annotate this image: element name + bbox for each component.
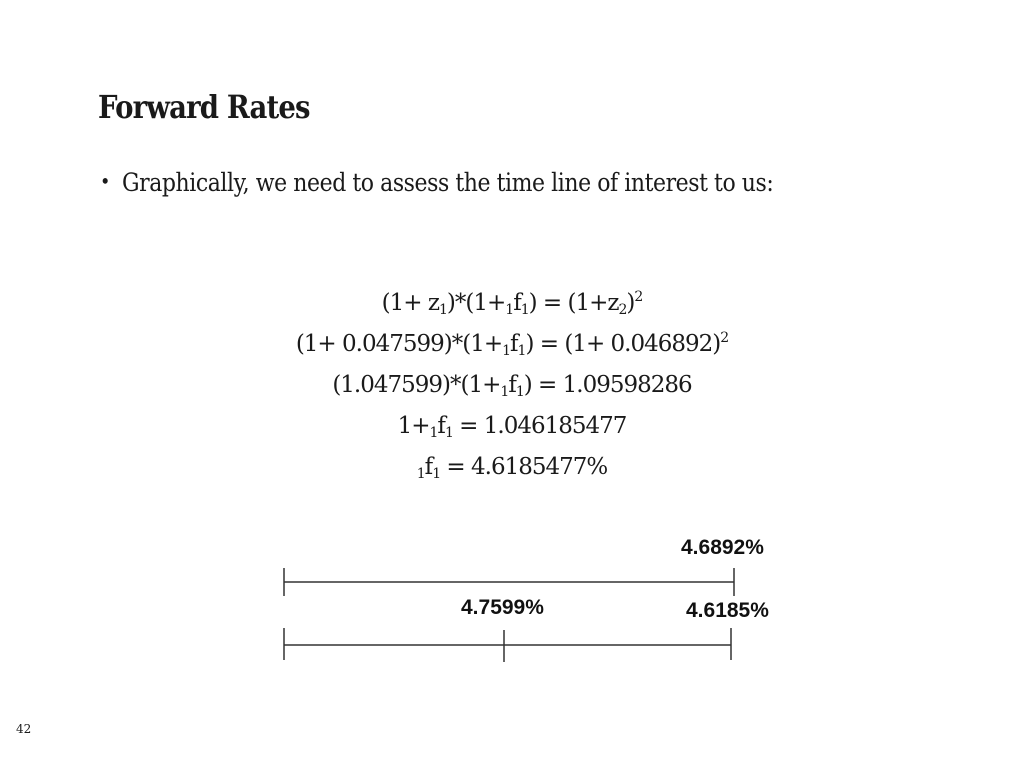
equation-text: f: [424, 454, 433, 480]
equation-subscript: 1: [432, 466, 441, 482]
equation-subscript: 1: [505, 302, 514, 318]
equation-text: = 4.6185477%: [440, 454, 608, 480]
equation-block: [262, 286, 762, 491]
equation-text: (1.047599)*(1+: [332, 372, 501, 398]
equation-text: f: [513, 290, 521, 316]
equation-subscript: 1: [438, 302, 447, 318]
equation-text: ) = (1+z: [528, 290, 619, 316]
bullet-item: [100, 168, 773, 197]
equation-text: (1+ z: [381, 290, 439, 316]
equation-text: (1+ 0.047599)*(1+: [295, 331, 503, 357]
equation-subscript: 2: [618, 302, 627, 318]
equation-text: 1+: [397, 413, 430, 439]
equation-text: )*(1+: [446, 290, 506, 316]
one-year-spot-rate-label: 4.7599%: [461, 596, 544, 619]
equation-subscript: 1: [500, 384, 509, 400]
equation-supscript: 2: [720, 330, 729, 346]
equation-text: f: [508, 372, 516, 398]
equation-subscript: 1: [515, 384, 524, 400]
equation-text: = 1.046185477: [452, 413, 627, 439]
equation-supscript: 2: [634, 289, 643, 305]
equation-subscript: 1: [520, 302, 529, 318]
equation-subscript: 1: [517, 343, 526, 359]
equation-text: f: [510, 331, 518, 357]
two-year-spot-rate-label: 4.6892%: [681, 536, 764, 559]
equation-text: f: [437, 413, 445, 439]
bullet-text: Graphically, we need to assess the time line of interest to us:: [122, 168, 774, 197]
equation-line: [262, 327, 762, 368]
equation-text: ) = 1.09598286: [523, 372, 692, 398]
slide-title: Forward Rates: [98, 88, 310, 126]
equation-text: ) = (1+ 0.046892): [525, 331, 721, 357]
equation-subscript: 1: [444, 425, 453, 441]
timeline-diagram: [270, 556, 750, 666]
equation-line: [262, 286, 762, 327]
equation-subscript: 1: [502, 343, 511, 359]
equation-line: [262, 368, 762, 409]
equation-line: [262, 409, 762, 450]
bullet-icon: •: [100, 169, 110, 193]
page-number: 42: [16, 722, 32, 736]
equation-subscript: 1: [429, 425, 438, 441]
equation-subscript: 1: [416, 466, 425, 482]
equation-text: ): [626, 290, 635, 316]
equation-line: [262, 450, 762, 491]
forward-rate-label: 4.6185%: [686, 599, 769, 622]
